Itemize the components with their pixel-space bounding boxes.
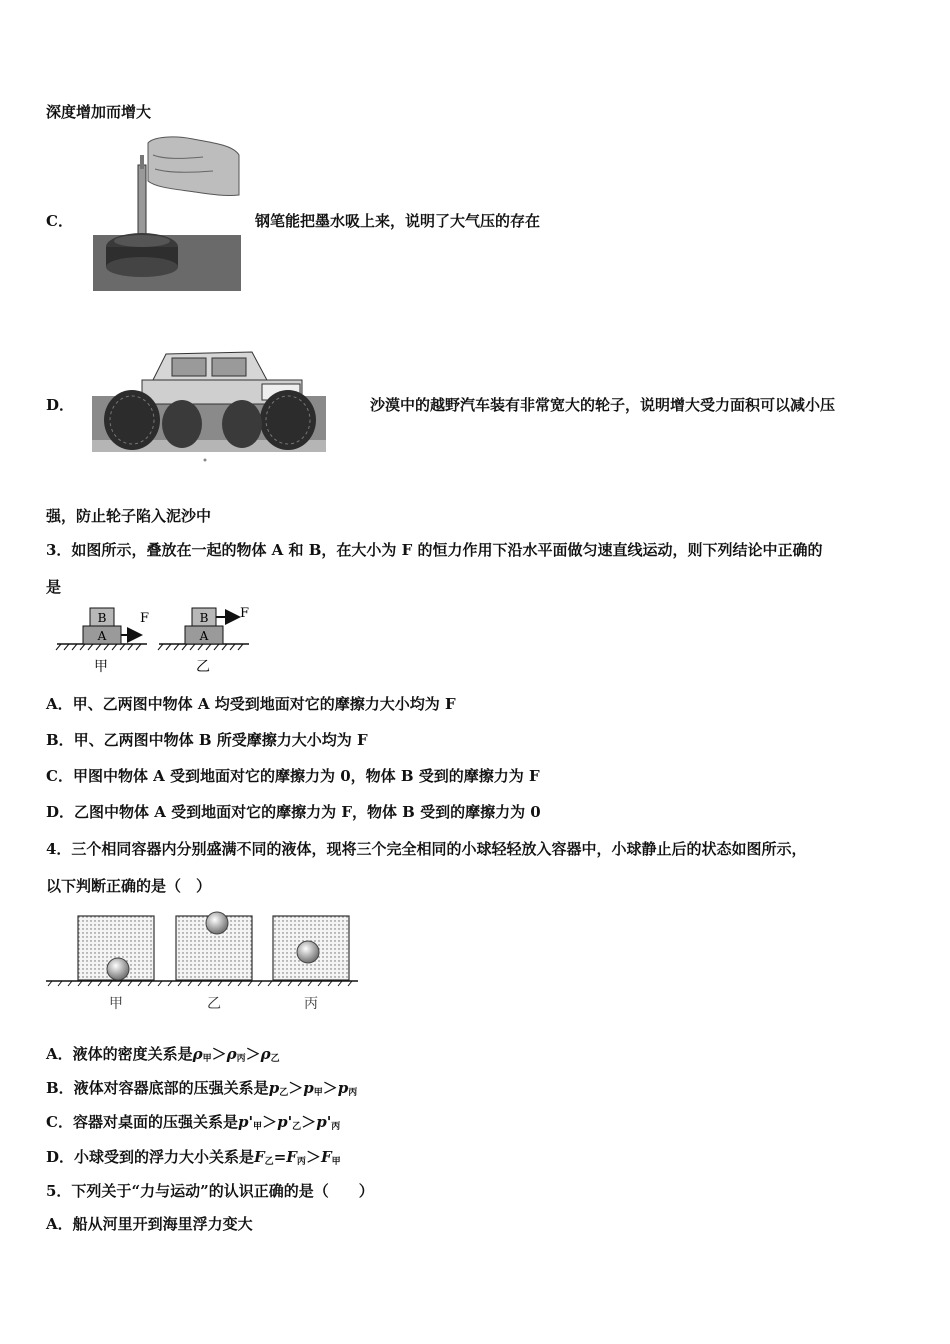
q5-stem: 5．下列关于“力与运动”的认识正确的是（ ） xyxy=(46,1182,374,1200)
q3-force-jia: F xyxy=(140,611,150,626)
q3-option-b: B．甲、乙两图中物体 B 所受摩擦力大小均为 F xyxy=(46,731,368,749)
option-c-text: 钢笔能把墨水吸上来，说明了大气压的存在 xyxy=(255,212,541,230)
q3-force-yi: F xyxy=(240,606,250,621)
q3-option-d: D．乙图中物体 A 受到地面对它的摩擦力为 F，物体 B 受到的摩擦力为 0 xyxy=(46,803,541,821)
q4-option-d: D．小球受到的浮力大小关系是$F_乙=F_丙>F_甲$ xyxy=(46,1148,341,1167)
q3-figure-jia xyxy=(56,608,149,675)
q3-label-a-jia: A xyxy=(97,629,107,643)
q4-label-yi: 乙 xyxy=(207,996,221,1012)
q3-figure xyxy=(55,604,255,676)
q4-label-jia: 甲 xyxy=(109,996,123,1012)
q4-label-bing: 丙 xyxy=(304,996,318,1012)
pen-ink-photo xyxy=(93,135,241,291)
q3-label-jia: 甲 xyxy=(94,659,108,675)
q3-label-b-yi: B xyxy=(199,611,209,625)
option-d-text-cont: 强，防止轮子陷入泥沙中 xyxy=(46,507,212,525)
q5-option-a: A．船从河里开到海里浮力变大 xyxy=(46,1215,253,1233)
option-d-text: 沙漠中的越野汽车装有非常宽大的轮子，说明增大受力面积可以减小压 xyxy=(370,396,836,414)
continued-text: 深度增加而增大 xyxy=(46,103,152,121)
q3-label-yi: 乙 xyxy=(196,659,210,675)
q3-stem-line2: 是 xyxy=(46,578,62,596)
q3-figure-yi xyxy=(158,606,249,675)
option-d-letter: D． xyxy=(46,396,75,414)
q4-stem-line1: 4．三个相同容器内分别盛满不同的液体，现将三个完全相同的小球轻轻放入容器中，小球静止后的状态如图所示， xyxy=(46,840,807,858)
option-c-letter: C． xyxy=(46,212,73,230)
q4-stem-line2: 以下判断正确的是（ ） xyxy=(46,877,212,895)
q3-label-a-yi: A xyxy=(199,629,209,643)
q3-label-b-jia: B xyxy=(97,611,107,625)
offroad-truck-photo xyxy=(92,340,326,462)
q4-figure xyxy=(46,908,362,1014)
q3-option-c: C．甲图中物体 A 受到地面对它的摩擦力为 0，物体 B 受到的摩擦力为 F xyxy=(46,767,540,785)
q4-option-a: A．液体的密度关系是$\rho_甲>\rho_丙>\rho_乙$ xyxy=(46,1045,280,1064)
q3-option-a: A．甲、乙两图中物体 A 均受到地面对它的摩擦力大小均为 F xyxy=(46,695,456,713)
q4-option-b: B．液体对容器底部的压强关系是$p_乙>p_甲>p_丙$ xyxy=(46,1079,358,1098)
q3-stem-line1: 3．如图所示，叠放在一起的物体 A 和 B，在大小为 F 的恒力作用下沿水平面做匀速直线运动，则下列结论中正确的 xyxy=(46,541,823,559)
q4-option-c: C．容器对桌面的压强关系是$p'_甲>p'_乙>p'_丙$ xyxy=(46,1113,341,1132)
